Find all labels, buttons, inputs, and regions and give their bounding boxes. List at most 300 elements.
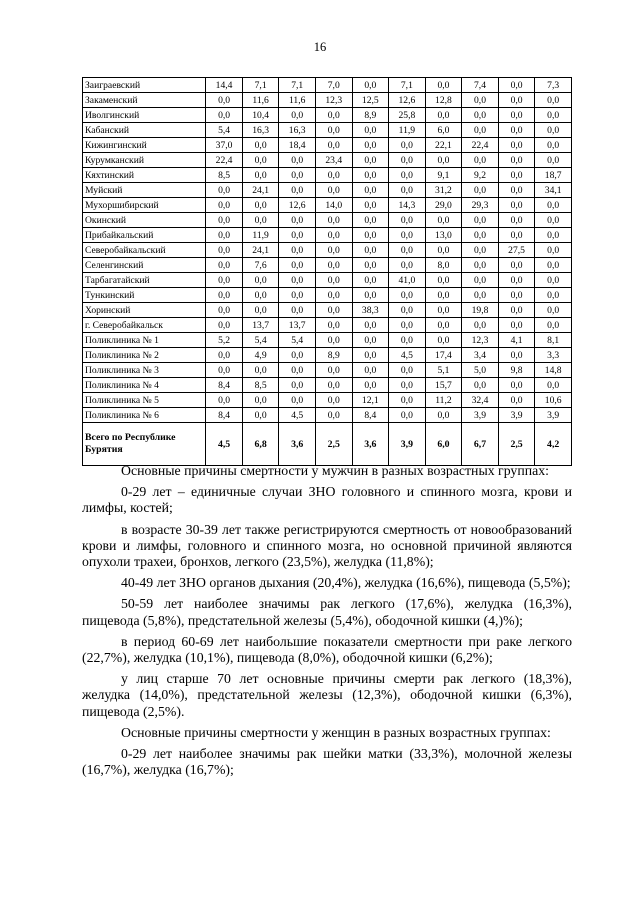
table-cell: 0,0 — [352, 213, 389, 228]
table-cell: 31,2 — [425, 183, 462, 198]
table-cell: 0,0 — [206, 198, 243, 213]
table-cell: 0,0 — [352, 318, 389, 333]
district-name: Муйский — [83, 183, 206, 198]
table-cell: 0,0 — [389, 303, 426, 318]
table-cell: 0,0 — [279, 108, 316, 123]
district-name: Кабанский — [83, 123, 206, 138]
table-cell: 11,9 — [242, 228, 279, 243]
paragraph: Основные причины смертности у мужчин в разных возрастных группах: — [121, 463, 549, 478]
table-cell: 0,0 — [498, 123, 535, 138]
table-cell: 0,0 — [498, 258, 535, 273]
table-cell: 0,0 — [242, 303, 279, 318]
paragraph: 40-49 лет ЗНО органов дыхания (20,4%), желудка (16,6%), пищевода (5,5%); — [121, 575, 571, 591]
table-cell: 25,8 — [389, 108, 426, 123]
table-cell: 24,1 — [242, 183, 279, 198]
table-cell: 5,4 — [242, 333, 279, 348]
table-cell: 0,0 — [462, 258, 499, 273]
district-name: Мухоршибирский — [83, 198, 206, 213]
table-row — [83, 408, 572, 423]
table-cell: 0,0 — [242, 393, 279, 408]
paragraph: в возрасте 30-39 лет также регистрируются смертность от новообразований крови и лимфы, головного и спинного мозга, но основной причиной являются опухоли трахеи, бронхов, легкого (23,5%), желудка (11,8%); — [82, 521, 572, 570]
table-cell: 0,0 — [462, 183, 499, 198]
table-cell: 0,0 — [206, 213, 243, 228]
table-cell: 0,0 — [498, 168, 535, 183]
table-cell: 0,0 — [315, 213, 352, 228]
table-cell: 8,9 — [315, 348, 352, 363]
table-cell: 0,0 — [352, 288, 389, 303]
paragraph: в период 60-69 лет наибольшие показатели смертности при раке легкого (22,7%), желудка (10,1%), пищевода (8,0%), ободочной кишки (6,2%); — [82, 633, 572, 666]
table-cell: 0,0 — [279, 288, 316, 303]
table-cell: 0,0 — [315, 393, 352, 408]
table-cell: 0,0 — [206, 288, 243, 303]
table-cell: 0,0 — [315, 303, 352, 318]
table-cell: 0,0 — [498, 138, 535, 153]
table-cell: 24,1 — [242, 243, 279, 258]
table-cell: 0,0 — [389, 168, 426, 183]
table-cell: 0,0 — [498, 93, 535, 108]
table-cell: 0,0 — [389, 213, 426, 228]
table-cell: 0,0 — [352, 363, 389, 378]
district-name: Хоринский — [83, 303, 206, 318]
table-cell: 0,0 — [498, 303, 535, 318]
table-cell: 5,4 — [279, 333, 316, 348]
table-cell: 0,0 — [389, 243, 426, 258]
table-cell: 38,3 — [352, 303, 389, 318]
table-row — [83, 333, 572, 348]
table-cell: 11,9 — [389, 123, 426, 138]
table-cell: 0,0 — [535, 93, 572, 108]
table-cell: 4,5 — [279, 408, 316, 423]
table-row — [83, 108, 572, 123]
district-name: Селенгинский — [83, 258, 206, 273]
table-cell: 0,0 — [462, 243, 499, 258]
table-cell: 0,0 — [279, 378, 316, 393]
table-cell: 14,4 — [206, 78, 243, 93]
table-cell: 11,6 — [242, 93, 279, 108]
table-cell: 0,0 — [425, 108, 462, 123]
table-cell: 12,8 — [425, 93, 462, 108]
table-cell: 0,0 — [425, 243, 462, 258]
table-cell: 0,0 — [462, 123, 499, 138]
table-cell: 22,4 — [206, 153, 243, 168]
table-cell: 8,9 — [352, 108, 389, 123]
table-cell: 3,9 — [535, 408, 572, 423]
table-cell: 0,0 — [315, 288, 352, 303]
table-cell: 12,3 — [462, 333, 499, 348]
table-cell: 11,6 — [279, 93, 316, 108]
table-cell: 0,0 — [242, 198, 279, 213]
table-cell: 0,0 — [315, 318, 352, 333]
district-name: Всего по Республике Бурятия — [83, 423, 206, 466]
table-cell: 6,0 — [425, 123, 462, 138]
table-cell: 19,8 — [462, 303, 499, 318]
table-cell: 0,0 — [206, 228, 243, 243]
table-cell: 0,0 — [352, 78, 389, 93]
table-cell: 0,0 — [389, 363, 426, 378]
table-cell: 0,0 — [425, 213, 462, 228]
table-cell: 0,0 — [352, 333, 389, 348]
table-cell: 3,6 — [279, 423, 316, 466]
table-cell: 8,0 — [425, 258, 462, 273]
table-cell: 12,6 — [279, 198, 316, 213]
page-number: 16 — [313, 40, 327, 54]
district-name: Поликлиника № 1 — [83, 333, 206, 348]
table-cell: 0,0 — [206, 183, 243, 198]
table-cell: 8,5 — [242, 378, 279, 393]
table-cell: 0,0 — [315, 228, 352, 243]
table-cell: 8,5 — [206, 168, 243, 183]
table-cell: 0,0 — [535, 198, 572, 213]
table-cell: 22,4 — [462, 138, 499, 153]
table-cell: 0,0 — [315, 363, 352, 378]
table-cell: 7,1 — [242, 78, 279, 93]
table-cell: 0,0 — [425, 78, 462, 93]
table-cell: 0,0 — [389, 318, 426, 333]
table-cell: 7,4 — [462, 78, 499, 93]
table-cell: 12,3 — [315, 93, 352, 108]
body-text — [82, 463, 572, 783]
table-cell: 0,0 — [206, 303, 243, 318]
table-cell: 8,4 — [206, 408, 243, 423]
table-row — [83, 378, 572, 393]
table-cell: 13,7 — [279, 318, 316, 333]
table-row — [83, 228, 572, 243]
table-cell: 0,0 — [389, 138, 426, 153]
table-cell: 0,0 — [498, 318, 535, 333]
table-cell: 0,0 — [389, 333, 426, 348]
table-cell: 13,7 — [242, 318, 279, 333]
table-cell: 0,0 — [498, 183, 535, 198]
table-cell: 18,4 — [279, 138, 316, 153]
table-cell: 4,5 — [206, 423, 243, 466]
table-cell: 0,0 — [352, 123, 389, 138]
district-name: Поликлиника № 3 — [83, 363, 206, 378]
table-row — [83, 153, 572, 168]
table-cell: 0,0 — [498, 273, 535, 288]
table-cell: 0,0 — [535, 213, 572, 228]
table-cell: 3,9 — [498, 408, 535, 423]
table-cell: 12,6 — [389, 93, 426, 108]
table-cell: 27,5 — [498, 243, 535, 258]
table-cell: 0,0 — [352, 168, 389, 183]
table-cell: 12,5 — [352, 93, 389, 108]
table-cell: 5,0 — [462, 363, 499, 378]
table-cell: 15,7 — [425, 378, 462, 393]
table-cell: 0,0 — [242, 288, 279, 303]
table-cell: 0,0 — [535, 378, 572, 393]
table-cell: 18,7 — [535, 168, 572, 183]
table-cell: 0,0 — [206, 363, 243, 378]
district-name: Кижингинский — [83, 138, 206, 153]
table-row — [83, 138, 572, 153]
table-cell: 0,0 — [389, 183, 426, 198]
table-cell: 0,0 — [315, 108, 352, 123]
table-cell: 41,0 — [389, 273, 426, 288]
table-cell: 0,0 — [242, 213, 279, 228]
table-cell: 0,0 — [535, 243, 572, 258]
table-cell: 3,9 — [389, 423, 426, 466]
table-cell: 0,0 — [315, 378, 352, 393]
table-cell: 0,0 — [425, 273, 462, 288]
table-cell: 4,9 — [242, 348, 279, 363]
table-cell: 0,0 — [279, 303, 316, 318]
district-name: Северобайкальский — [83, 243, 206, 258]
table-row — [83, 363, 572, 378]
district-name: Заиграевский — [83, 78, 206, 93]
district-name: г. Северобайкальск — [83, 318, 206, 333]
table-cell: 8,4 — [352, 408, 389, 423]
table-cell: 16,3 — [242, 123, 279, 138]
table-cell: 3,9 — [462, 408, 499, 423]
table-cell: 0,0 — [462, 273, 499, 288]
district-name: Поликлиника № 4 — [83, 378, 206, 393]
table-cell: 0,0 — [279, 168, 316, 183]
district-name: Поликлиника № 2 — [83, 348, 206, 363]
table-cell: 29,0 — [425, 198, 462, 213]
table-cell: 0,0 — [206, 258, 243, 273]
paragraph: 0-29 лет – единичные случаи ЗНО головного и спинного мозга, крови и лимфы, костей; — [82, 484, 572, 516]
table-cell: 6,7 — [462, 423, 499, 466]
table-cell: 0,0 — [315, 273, 352, 288]
table-row — [83, 78, 572, 93]
table-cell: 0,0 — [498, 378, 535, 393]
table-cell: 0,0 — [315, 408, 352, 423]
table-cell: 0,0 — [535, 258, 572, 273]
table-cell: 0,0 — [389, 228, 426, 243]
paragraph: 50-59 лет наиболее значимы рак легкого (17,6%), желудка (16,3%), пищевода (5,8%), предстательной железы (5,4%), ободочной кишки (4,)%); — [82, 596, 572, 628]
table-cell: 0,0 — [206, 273, 243, 288]
table-cell: 5,4 — [206, 123, 243, 138]
table-cell: 9,2 — [462, 168, 499, 183]
table-cell: 0,0 — [315, 123, 352, 138]
table-row — [83, 258, 572, 273]
table-cell: 0,0 — [389, 153, 426, 168]
table-cell: 0,0 — [462, 93, 499, 108]
table-cell: 0,0 — [462, 378, 499, 393]
table-cell: 0,0 — [425, 153, 462, 168]
table-cell: 0,0 — [315, 168, 352, 183]
table-cell: 0,0 — [389, 378, 426, 393]
table-cell: 0,0 — [498, 288, 535, 303]
table-cell: 5,1 — [425, 363, 462, 378]
table-body — [83, 78, 572, 466]
district-name: Окинский — [83, 213, 206, 228]
table-cell: 7,1 — [389, 78, 426, 93]
table-cell: 0,0 — [535, 153, 572, 168]
table-cell: 14,0 — [315, 198, 352, 213]
table-cell: 0,0 — [279, 228, 316, 243]
table-cell: 10,4 — [242, 108, 279, 123]
table-row — [83, 123, 572, 138]
table-cell: 7,0 — [315, 78, 352, 93]
table-cell: 9,1 — [425, 168, 462, 183]
table-cell: 0,0 — [206, 108, 243, 123]
table-cell: 0,0 — [425, 318, 462, 333]
table-cell: 0,0 — [498, 213, 535, 228]
table-cell: 0,0 — [279, 213, 316, 228]
table-cell: 0,0 — [535, 288, 572, 303]
table-cell: 0,0 — [279, 183, 316, 198]
table-cell: 0,0 — [352, 198, 389, 213]
table-cell: 0,0 — [206, 318, 243, 333]
table-cell: 9,8 — [498, 363, 535, 378]
table-cell: 3,6 — [352, 423, 389, 466]
table-row — [83, 393, 572, 408]
table-cell: 0,0 — [535, 138, 572, 153]
table-cell: 17,4 — [425, 348, 462, 363]
table-cell: 0,0 — [498, 108, 535, 123]
table-cell: 0,0 — [535, 228, 572, 243]
table-cell: 37,0 — [206, 138, 243, 153]
district-name: Поликлиника № 5 — [83, 393, 206, 408]
table-cell: 0,0 — [242, 273, 279, 288]
table-cell: 6,0 — [425, 423, 462, 466]
table-cell: 0,0 — [462, 213, 499, 228]
table-row — [83, 168, 572, 183]
table-cell: 10,6 — [535, 393, 572, 408]
district-name: Закаменский — [83, 93, 206, 108]
table-cell: 0,0 — [535, 303, 572, 318]
table-cell: 0,0 — [498, 198, 535, 213]
table-row — [83, 93, 572, 108]
table-cell: 0,0 — [425, 288, 462, 303]
table-row — [83, 273, 572, 288]
table-cell: 0,0 — [279, 348, 316, 363]
table-row — [83, 183, 572, 198]
table-cell: 0,0 — [352, 273, 389, 288]
paragraph: у лиц старше 70 лет основные причины смерти рак легкого (18,3%), желудка (14,0%), предстательной железы (12,3%), ободочной кишки (6,3%), пищевода (2,5%). — [82, 671, 572, 719]
table-row — [83, 213, 572, 228]
table-cell: 0,0 — [315, 333, 352, 348]
table-cell: 0,0 — [206, 348, 243, 363]
table-cell: 4,1 — [498, 333, 535, 348]
table-cell: 0,0 — [389, 393, 426, 408]
district-name: Тункинский — [83, 288, 206, 303]
table-cell: 0,0 — [352, 243, 389, 258]
table-cell: 0,0 — [425, 303, 462, 318]
table-cell: 4,2 — [535, 423, 572, 466]
table-cell: 0,0 — [206, 243, 243, 258]
table-cell: 22,1 — [425, 138, 462, 153]
table-cell: 34,1 — [535, 183, 572, 198]
table-cell: 8,1 — [535, 333, 572, 348]
table-cell: 32,4 — [462, 393, 499, 408]
table-cell: 0,0 — [389, 408, 426, 423]
table-cell: 7,3 — [535, 78, 572, 93]
table-cell: 12,1 — [352, 393, 389, 408]
table-cell: 0,0 — [279, 153, 316, 168]
table-cell: 0,0 — [352, 348, 389, 363]
table-cell: 7,6 — [242, 258, 279, 273]
table-cell: 0,0 — [242, 168, 279, 183]
table-cell: 0,0 — [535, 108, 572, 123]
table-cell: 0,0 — [242, 408, 279, 423]
table-cell: 0,0 — [425, 408, 462, 423]
table-cell: 3,3 — [535, 348, 572, 363]
table-cell: 2,5 — [498, 423, 535, 466]
table-cell: 0,0 — [462, 318, 499, 333]
district-name: Курумканский — [83, 153, 206, 168]
table-row — [83, 303, 572, 318]
table-cell: 0,0 — [279, 243, 316, 258]
table-cell: 14,3 — [389, 198, 426, 213]
table-cell: 0,0 — [425, 333, 462, 348]
table-cell: 14,8 — [535, 363, 572, 378]
table-cell: 2,5 — [315, 423, 352, 466]
table-cell: 0,0 — [315, 243, 352, 258]
table-cell: 0,0 — [535, 123, 572, 138]
district-name: Иволгинский — [83, 108, 206, 123]
table-cell: 0,0 — [389, 288, 426, 303]
table-cell: 0,0 — [242, 153, 279, 168]
table-row — [83, 198, 572, 213]
table-cell: 0,0 — [279, 273, 316, 288]
table-total-row — [83, 423, 572, 466]
table-cell: 13,0 — [425, 228, 462, 243]
mortality-table — [82, 77, 572, 466]
paragraph: 0-29 лет наиболее значимы рак шейки матки (33,3%), молочной железы (16,7%), желудка (16,7%); — [82, 746, 572, 778]
table-cell: 0,0 — [279, 363, 316, 378]
table-cell: 0,0 — [352, 378, 389, 393]
table-cell: 0,0 — [352, 228, 389, 243]
table-cell: 3,4 — [462, 348, 499, 363]
table-cell: 0,0 — [535, 318, 572, 333]
table-cell: 0,0 — [498, 153, 535, 168]
table-cell: 0,0 — [535, 273, 572, 288]
table-cell: 0,0 — [315, 138, 352, 153]
table-row — [83, 348, 572, 363]
table-cell: 0,0 — [206, 93, 243, 108]
table-cell: 0,0 — [242, 363, 279, 378]
table-cell: 16,3 — [279, 123, 316, 138]
table-cell: 0,0 — [462, 288, 499, 303]
table-cell: 0,0 — [242, 138, 279, 153]
district-name: Тарбагатайский — [83, 273, 206, 288]
table-cell: 0,0 — [498, 78, 535, 93]
table-cell: 6,8 — [242, 423, 279, 466]
table-cell: 0,0 — [352, 258, 389, 273]
table-cell: 11,2 — [425, 393, 462, 408]
table-cell: 0,0 — [462, 228, 499, 243]
table-row — [83, 243, 572, 258]
table-cell: 0,0 — [279, 258, 316, 273]
table-row — [83, 288, 572, 303]
table-row — [83, 318, 572, 333]
table-cell: 5,2 — [206, 333, 243, 348]
table-cell: 23,4 — [315, 153, 352, 168]
table-cell: 0,0 — [279, 393, 316, 408]
table-cell: 0,0 — [315, 258, 352, 273]
table-cell: 0,0 — [498, 228, 535, 243]
district-name: Поликлиника № 6 — [83, 408, 206, 423]
table-cell: 0,0 — [389, 258, 426, 273]
table-cell: 29,3 — [462, 198, 499, 213]
table-cell: 0,0 — [352, 153, 389, 168]
table-cell: 0,0 — [352, 138, 389, 153]
table-cell: 0,0 — [352, 183, 389, 198]
table-cell: 0,0 — [462, 153, 499, 168]
table-cell: 7,1 — [279, 78, 316, 93]
table-cell: 8,4 — [206, 378, 243, 393]
table-cell: 4,5 — [389, 348, 426, 363]
table-cell: 0,0 — [462, 108, 499, 123]
table-cell: 0,0 — [206, 393, 243, 408]
table-cell: 0,0 — [498, 348, 535, 363]
table-cell: 0,0 — [498, 393, 535, 408]
district-name: Кяхтинский — [83, 168, 206, 183]
district-name: Прибайкальский — [83, 228, 206, 243]
table-cell: 0,0 — [315, 183, 352, 198]
